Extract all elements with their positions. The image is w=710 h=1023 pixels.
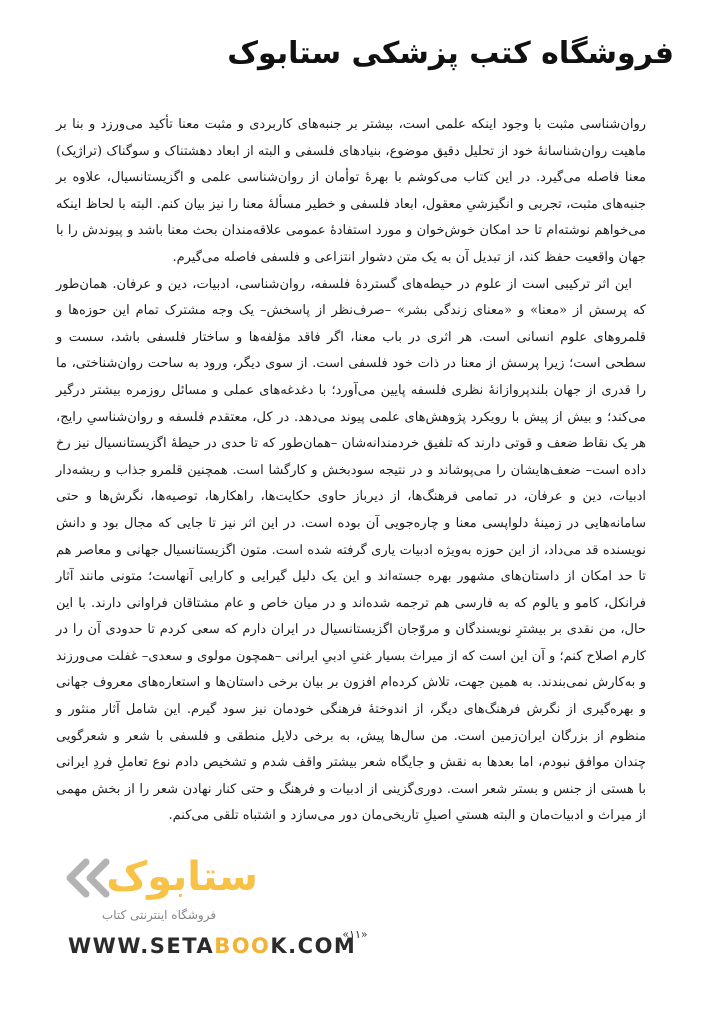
paragraph-1: روان‌شناسی مثبت با وجود اینکه علمی است، بیشتر بر جنبه‌های کاربردی و مثبت معنا تأکید می‌ورزد و بنا بر ماهیت روان‌شناسانهٔ خود از تحلیل دقیق موضوع، بنیادهای فلسفی و البته از ابعاد دهشتناک و سوگناک (تراژیک) معنا فاصله می‌گیرد. در این کتاب می‌کوشم با بهرهٔ توأمان از روان‌شناسی علمی و اگزیستانسیال، علاوه بر جنبه‌های مثبت، تجربی و انگیزشیِ معقول، ابعاد فلسفی و خطیر مسألهٔ معنا را نیز بیان کنم. البته با لحاظ اینکه می‌خواهم نوشته‌ام تا حد امکان خوش‌خوان و مورد استفادهٔ عمومی علاقه‌مندان بحث معنا باشد و پیوندش را با جهان واقعیت حفظ کند، از تبدیل آن به یک متن دشوار انتزاعی و فلسفی فاصله می‌گیرم. [56, 117, 646, 265]
page-number: «۱۱» [342, 928, 368, 941]
store-title: فروشگاه کتب پزشکی ستابوک [227, 36, 674, 71]
url-accent: BOO [214, 934, 271, 958]
watermark-tagline: فروشگاه اینترنتی کتاب [101, 908, 217, 922]
url-prefix: WWW.SETA [68, 934, 215, 958]
setabook-watermark [52, 852, 302, 932]
body-text [56, 112, 646, 830]
paragraph-2: این اثر ترکیبی است از علوم در حیطه‌های گستردهٔ فلسفه، روان‌شناسی، ادبیات، دین و عرفان. همان‌طور که پرسش از «معنا» و «معنای زندگی بشر» –صرف‌نظر از پاسخش– یک وجه مشترک تمام این حوزه‌ها و قلمروهای علوم انسانی است. هر اثری در باب معنا، اگر فاقد مؤلفه‌ها و ساختار فلسفی باشد، سست و سطحی است؛ زیرا پرسش از معنا در ذات خود فلسفی است. از سوی دیگر، ورود به ساحت روان‌شناختی، ما را قدری از جهان بلندپروازانهٔ نظری فلسفه پایین می‌آورد؛ با دغدغه‌های عملی و مسائل روزمره بیشتر درگیر می‌کند؛ و بیش از پیش با رویکرد پژوهش‌های علمی پیوند می‌دهد. در کل، معتقدم فلسفه و روان‌شناسیِ رایج، هر یک نقاط ضعف و قوتی دارند که تلفیق خردمندانه‌شان –همان‌طور که تا حدی در حیطهٔ اگزیستانسیال نیز رخ داده است– ضعف‌هایشان را می‌پوشاند و در نتیجه سودبخش و کارگشا است. همچنین قلمرو جذاب و ریشه‌دار ادبیات، دین و عرفان، در تمامی فرهنگ‌ها، از دیرباز حاوی حکایت‌ها، راهکارها، توصیه‌ها، نگرش‌ها و حتی سامانه‌هایی در زمینهٔ دلواپسی معنا و چاره‌جویی آن بوده است. در این اثر نیز تا جایی که مجال بود و دانش نویسنده قد می‌داد، از این حوزه به‌ویژه ادبیات یاری گرفته شده است. متون اگزیستانسیال جهانی و معاصر هم تا حد امکان از داستان‌های مشهور بهره جسته‌اند و این یک دلیل گیرایی و کارایی آنهاست؛ متونی مانند آثار فرانکل، کامو و یالوم که به فارسی هم ترجمه شده‌اند و در میان خاص و عام مشتاقان فراوانی دارند. با این حال، من نقدی بر بیشترِ نویسندگان و مروّجان اگزیستانسیال در ایران دارم که سعی کردم تا حدودی آن را در کارم اصلاح کنم؛ و آن این است که از میراث بسیار غنیِ ادبیِ ایرانی –همچون مولوی و سعدی– غفلت می‌ورزند و به‌کارش نمی‌بندند. به همین جهت، تلاش کرده‌ام افزون بر بیان برخی داستان‌ها و استعاره‌های معروف جهانی و بهره‌گیری از نگرش فرهنگ‌های دیگر، از اندوختهٔ فرهنگی خودمان نیز سود گیرم. این شامل آثار منثور و منظوم از بزرگان ایران‌زمین است. من سال‌ها پیش، به برخی دلایل منطقی و فلسفی با شعر و شعرگویی چندان موافق نبودم، اما بعدها به نقش و جایگاه شعر بیشتر واقف شدم و تشخیص دادم نوع تعاملِ فردِ ایرانی با هستی از جنس و بستر شعر است. دوری‌گزینی از ادبیات و فرهنگ و حتی کنار نهادن شعر را از بخش مهمی از میراث و ادبیات‌مان و البته هستیِ اصیلِ تاریخی‌مان دور می‌سازد و اشتباه تلقی می‌کنم. [56, 276, 646, 824]
url-suffix: K.COM [270, 934, 357, 958]
watermark-logo: ستابوک [106, 854, 258, 900]
